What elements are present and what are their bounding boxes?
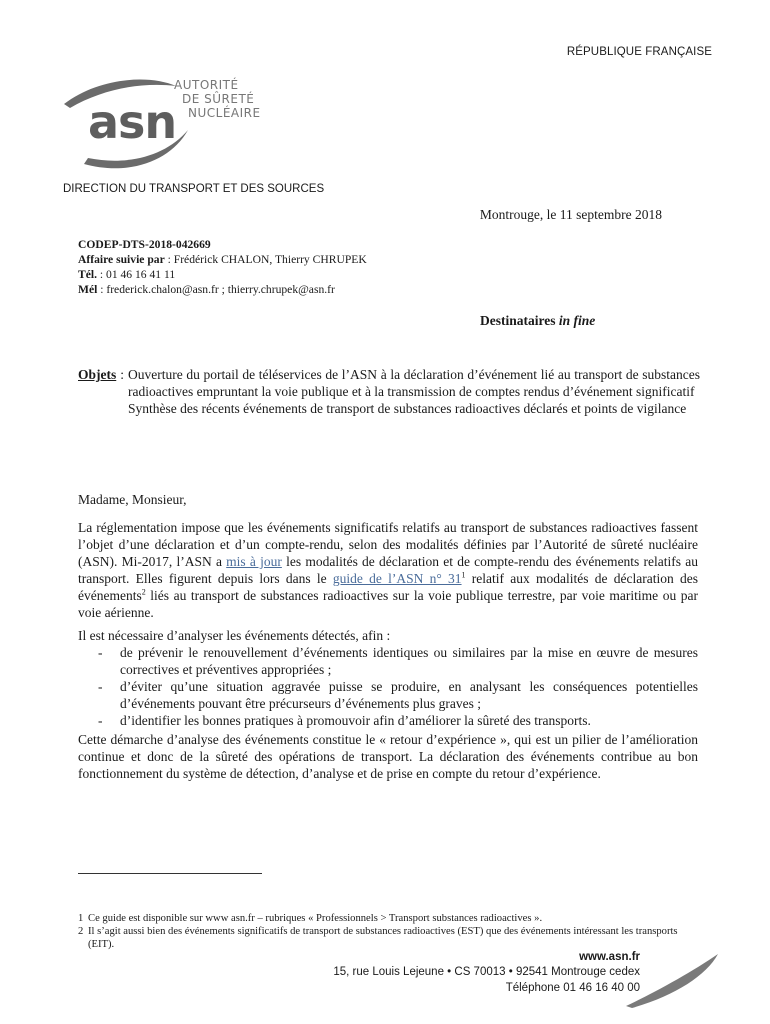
list-item <box>78 712 698 729</box>
republic-header: RÉPUBLIQUE FRANÇAISE <box>566 46 712 58</box>
paragraph-feedback: Cette démarche d’analyse des événements constitue le « retour d’expérience », qui est un pilier de l’amélioration continue et donc de la sûreté des opérations de transport. La déclaration des événements contribue au bon fonctionnement du système de détection, d’analyse et de prise en compte du retour d’expérience. <box>78 732 698 781</box>
followed-value: : Frédérick CHALON, Thierry CHRUPEK <box>164 253 367 266</box>
footnote-text: Il s’agit aussi bien des événements significatifs de transport de substances radioactives (EST) que des événements intéressant les transports (EIT). <box>88 926 678 950</box>
objects-block <box>78 366 700 417</box>
bullet-text: de prévenir le renouvellement d’événements identiques ou similaires par la mise en œuvre de mesures correctives et préventives appropriées ; <box>120 645 698 677</box>
logo-line-3: NUCLÉAIRE <box>188 106 261 120</box>
logo-mark: asn <box>88 95 177 149</box>
tel-label: Tél. <box>78 268 97 281</box>
footer-swoosh-icon <box>622 950 722 1010</box>
footnote-ref-2: 2 <box>141 587 146 597</box>
list-item <box>78 678 698 712</box>
p1-text-c: relatif aux modalités de déclaration des événements <box>78 571 698 603</box>
mail-label: Mél <box>78 283 98 296</box>
bullet-dash: - <box>98 645 103 660</box>
followed-label: Affaire suivie par <box>78 253 165 266</box>
p1-text-b: les modalités de déclaration et de compte-rendu des événements relatifs au transport. Elles figurent depuis lors dans le <box>78 554 698 586</box>
bullet-text: d’éviter qu’une situation aggravée puisse se produire, en analysant les conséquences potentielles d’événements pouvant être précurseurs d’événements plus graves ; <box>120 679 698 711</box>
list-item <box>78 644 698 678</box>
footer-phone: Téléphone 01 46 16 40 00 <box>505 982 640 994</box>
footnote-number: 2 <box>78 926 84 937</box>
objects-line-2: Synthèse des récents événements de transport de substances radioactives déclarés et points de vigilance <box>128 401 687 416</box>
footnote-1 <box>78 912 700 925</box>
tel-value: : 01 46 16 41 11 <box>97 268 176 281</box>
recipients-emphasis: in fine <box>558 313 596 328</box>
asn-logo <box>58 72 298 172</box>
direction-title: DIRECTION DU TRANSPORT ET DES SOURCES <box>63 183 325 195</box>
bullet-text: d’identifier les bonnes pratiques à promouvoir afin d’améliorer la sûreté des transports. <box>120 713 591 728</box>
footer-address: 15, rue Louis Lejeune • CS 70013 • 92541 Montrouge cedex <box>333 966 640 978</box>
reference-code: CODEP-DTS-2018-042669 <box>78 238 211 251</box>
mail-value: : frederick.chalon@asn.fr ; thierry.chrupek@asn.fr <box>97 283 335 296</box>
footnote-text: Ce guide est disponible sur www asn.fr – rubriques « Professionnels > Transport substances radioactives ». <box>88 913 543 924</box>
logo-line-1: AUTORITÉ <box>174 78 239 92</box>
paragraph-regulation <box>78 519 698 621</box>
bullet-dash: - <box>98 713 103 728</box>
footer-website[interactable]: www.asn.fr <box>579 951 640 963</box>
link-mis-a-jour[interactable]: mis à jour <box>226 554 282 569</box>
reference-block <box>78 237 367 297</box>
footnote-divider <box>78 873 262 874</box>
p1-text-d: liés au transport de substances radioactives sur la voie publique terrestre, par voie maritime ou par voie aérienne. <box>78 588 698 620</box>
analysis-bullet-list <box>78 644 698 729</box>
objects-label: Objets <box>78 367 117 382</box>
recipients-label: Destinataires <box>480 313 559 328</box>
logo-line-2: DE SÛRETÉ <box>182 92 255 106</box>
recipients-line <box>480 313 595 329</box>
objects-separator: : <box>120 367 125 382</box>
p1-text-a: La réglementation impose que les événements significatifs relatifs au transport de substances radioactives fassent l’objet d’une déclaration et d’un compte-rendu, selon des modalités définies par l’Autorité de sûreté nucléaire (ASN). Mi-2017, l’ASN a <box>78 520 698 569</box>
paragraph-analysis-intro: Il est nécessaire d’analyser les événements détectés, afin : <box>78 628 391 643</box>
footnote-2 <box>78 925 700 951</box>
link-guide-31[interactable]: guide de l’ASN n° 31 <box>332 571 462 586</box>
salutation: Madame, Monsieur, <box>78 492 187 507</box>
footnotes <box>78 912 700 951</box>
footnote-number: 1 <box>78 913 84 924</box>
letter-date: Montrouge, le 11 septembre 2018 <box>479 207 662 222</box>
objects-line-1: Ouverture du portail de téléservices de l’ASN à la déclaration d’événement lié au transport de substances radioactives empruntant la voie publique et à la transmission de comptes rendus d’événement significatif <box>128 367 700 399</box>
footnote-ref-1: 1 <box>461 570 466 580</box>
bullet-dash: - <box>98 679 103 694</box>
